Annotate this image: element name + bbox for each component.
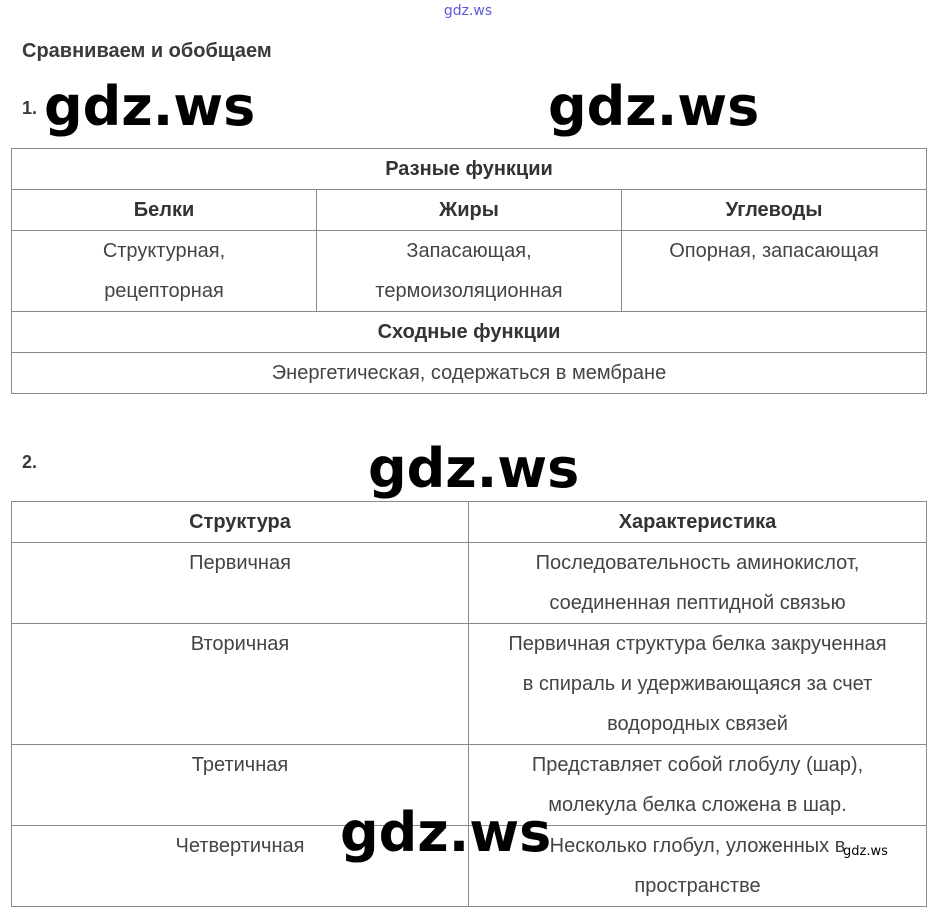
cell-line: Несколько глобул, уложенных в bbox=[549, 835, 846, 857]
col-structure: Структура bbox=[12, 502, 469, 543]
common-functions-header: Сходные функции bbox=[12, 312, 927, 353]
col-fats: Жиры bbox=[317, 190, 622, 231]
cell-line: рецепторная bbox=[104, 280, 224, 302]
col-carbohydrates: Углеводы bbox=[622, 190, 927, 231]
cell-line: Первичная структура белка закрученная bbox=[508, 633, 887, 655]
common-functions-value: Энергетическая, содержаться в мембране bbox=[12, 353, 927, 394]
col-characteristic: Характеристика bbox=[469, 502, 927, 543]
carbohydrates-functions bbox=[622, 231, 927, 312]
watermark-2: gdz.ws bbox=[548, 75, 760, 138]
cell-line: в спираль и удерживающаяся за счет bbox=[522, 673, 873, 695]
watermark-1: gdz.ws bbox=[44, 75, 256, 138]
structure-primary: Первичная bbox=[12, 543, 469, 624]
characteristic-secondary bbox=[469, 624, 927, 745]
cell-line: термоизоляционная bbox=[375, 280, 563, 302]
cell-line: Последовательность аминокислот, bbox=[535, 552, 860, 574]
different-functions-header: Разные функции bbox=[12, 149, 927, 190]
structure-tertiary: Третичная bbox=[12, 745, 469, 826]
col-proteins: Белки bbox=[12, 190, 317, 231]
watermark-3: gdz.ws bbox=[368, 437, 580, 500]
structure-secondary: Вторичная bbox=[12, 624, 469, 745]
watermark-top: gdz.ws bbox=[443, 3, 493, 19]
cell-line: соединенная пептидной связью bbox=[549, 592, 846, 614]
cell-line: пространстве bbox=[634, 875, 761, 897]
characteristic-primary bbox=[469, 543, 927, 624]
cell-line: молекула белка сложена в шар. bbox=[548, 794, 847, 816]
task2-number: 2. bbox=[22, 452, 38, 472]
fats-functions bbox=[317, 231, 622, 312]
cell-line: Структурная, bbox=[102, 240, 226, 262]
functions-table bbox=[11, 148, 927, 394]
page-heading: Сравниваем и обобщаем bbox=[22, 40, 272, 62]
cell-line: Запасающая, bbox=[406, 240, 532, 262]
structure-quaternary: Четвертичная bbox=[12, 826, 469, 907]
watermark-small: gdz.ws bbox=[843, 844, 888, 859]
cell-line: водородных связей bbox=[607, 713, 788, 735]
watermark-4: gdz.ws bbox=[340, 801, 552, 864]
proteins-functions bbox=[12, 231, 317, 312]
cell-line: Опорная, запасающая bbox=[669, 240, 879, 262]
cell-line: Представляет собой глобулу (шар), bbox=[531, 754, 864, 776]
task1-number: 1. bbox=[22, 98, 38, 118]
